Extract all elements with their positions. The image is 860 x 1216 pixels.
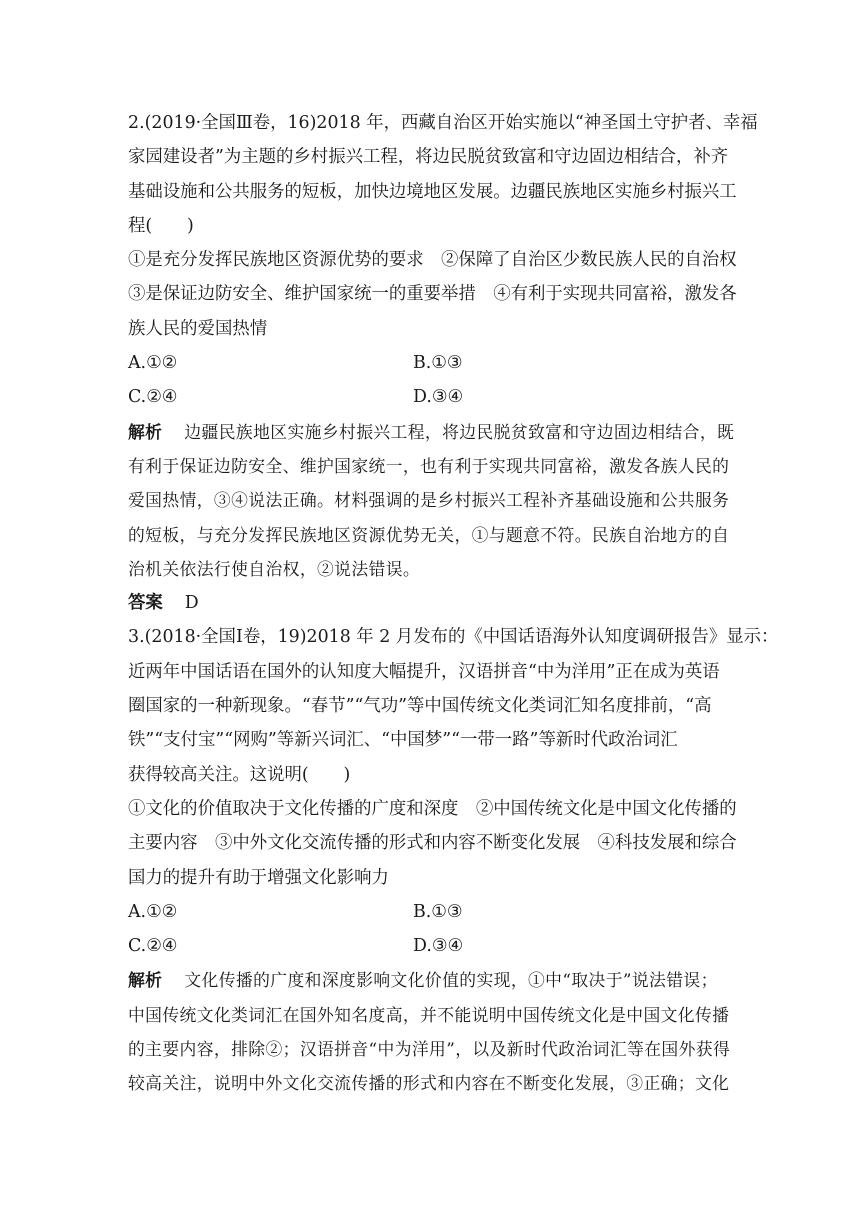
answer-label: 答案 bbox=[128, 593, 163, 614]
analysis-label: 解析 bbox=[128, 421, 163, 442]
option-a: A.①② bbox=[128, 353, 178, 374]
analysis-line: 的短板，与充分发挥民族地区资源优势无关，①与题意不符。民族自治地方的自 bbox=[128, 524, 730, 545]
analysis-line: 有利于保证边防安全、维护国家统一，也有利于实现共同富裕，激发各族人民的 bbox=[128, 455, 730, 476]
answer-value: D bbox=[184, 593, 199, 614]
options-row bbox=[128, 380, 738, 414]
question-stem-line: 2.(2019·全国Ⅲ卷，16)2018 年，西藏自治区开始实施以“神圣国土守护者、幸福 bbox=[128, 113, 758, 133]
option-b: B.①③ bbox=[413, 901, 463, 922]
option-c: C.②④ bbox=[128, 387, 178, 408]
analysis-text: 边疆民族地区实施乡村振兴工程，将边民脱贫致富和守边固边相结合，既 bbox=[184, 421, 735, 442]
analysis-line: 治机关依法行使自治权，②说法错误。 bbox=[128, 558, 421, 579]
analysis-line: 爱国热情，③④说法正确。材料强调的是乡村振兴工程补齐基础设施和公共服务 bbox=[128, 490, 730, 511]
question-2 bbox=[128, 106, 758, 620]
question-stem-line: 程( ) bbox=[128, 215, 194, 236]
options-row bbox=[128, 895, 738, 929]
analysis-line bbox=[128, 963, 738, 997]
statement-line: ①文化的价值取决于文化传播的广度和深度 ②中国传统文化是中国文化传播的 bbox=[128, 798, 737, 819]
option-d: D.③④ bbox=[413, 936, 464, 957]
question-stem-line: 家园建设者”为主题的乡村振兴工程，将边民脱贫致富和守边固边相结合，补齐 bbox=[128, 147, 729, 168]
question-stem-line: 基础设施和公共服务的短板，加快边境地区发展。边疆民族地区实施乡村振兴工 bbox=[128, 181, 737, 202]
option-a: A.①② bbox=[128, 901, 178, 922]
option-d: D.③④ bbox=[413, 387, 464, 408]
option-c: C.②④ bbox=[128, 936, 178, 957]
statement-line: ③是保证边防安全、维护国家统一的重要举措 ④有利于实现共同富裕，激发各 bbox=[128, 284, 737, 305]
analysis-line bbox=[128, 415, 738, 449]
statement-line: 主要内容 ③中外文化交流传播的形式和内容不断变化发展 ④科技发展和综合 bbox=[128, 833, 737, 854]
analysis-label: 解析 bbox=[128, 970, 163, 991]
options-row bbox=[128, 929, 738, 963]
question-stem-line: 圈国家的一种新现象。“春节”“气功”等中国传统文化类词汇知名度排前，“高 bbox=[128, 696, 712, 717]
options-row bbox=[128, 346, 738, 380]
question-stem-line: 铁”“支付宝”“网购”等新兴词汇、“中国梦”“一带一路”等新时代政治词汇 bbox=[128, 730, 678, 751]
statement-line: ①是充分发挥民族地区资源优势的要求 ②保障了自治区少数民族人民的自治权 bbox=[128, 250, 737, 271]
question-stem-line: 获得较高关注。这说明( ) bbox=[128, 764, 351, 785]
question-stem-line: 近两年中国话语在国外的认知度大幅提升，汉语拼音“中为洋用”正在成为英语 bbox=[128, 661, 720, 682]
document-page bbox=[128, 106, 779, 1101]
answer-line bbox=[128, 586, 738, 620]
option-b: B.①③ bbox=[413, 353, 463, 374]
question-3 bbox=[128, 620, 779, 1100]
analysis-line: 的主要内容，排除②；汉语拼音“中为洋用”，以及新时代政治词汇等在国外获得 bbox=[128, 1039, 731, 1060]
analysis-line: 较高关注，说明中外文化交流传播的形式和内容在不断变化发展，③正确；文化 bbox=[128, 1073, 730, 1094]
statement-line: 国力的提升有助于增强文化影响力 bbox=[128, 867, 389, 888]
statement-line: 族人民的爱国热情 bbox=[128, 318, 268, 339]
analysis-text: 文化传播的广度和深度影响文化价值的实现，①中“取决于”说法错误； bbox=[184, 970, 718, 991]
analysis-line: 中国传统文化类词汇在国外知名度高，并不能说明中国传统文化是中国文化传播 bbox=[128, 1004, 730, 1025]
question-stem-line: 3.(2018·全国Ⅰ卷，19)2018 年 2 月发布的《中国话语海外认知度调研报告》显示： bbox=[128, 627, 779, 648]
